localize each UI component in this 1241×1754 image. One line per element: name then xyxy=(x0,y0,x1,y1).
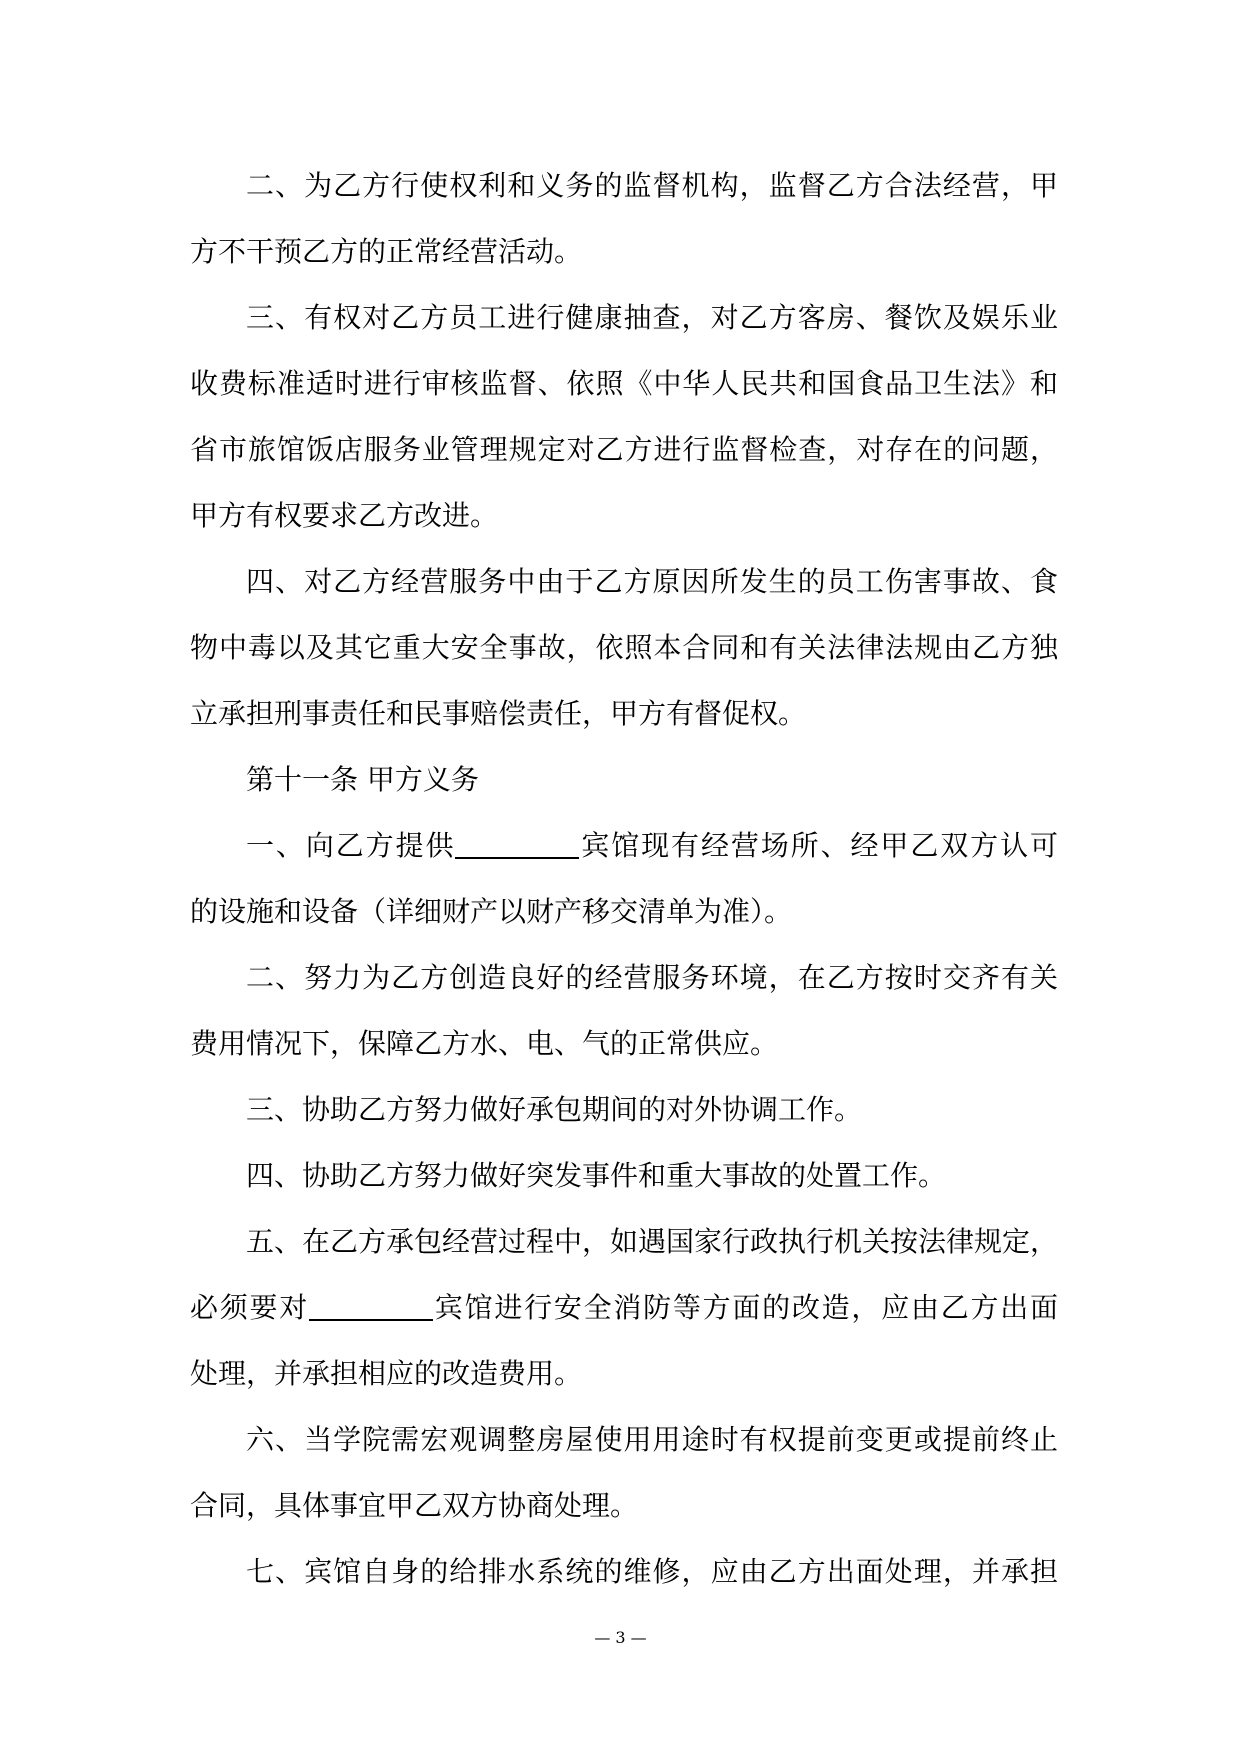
obligation-5-line-3: 处理，并承担相应的改造费用。 xyxy=(190,1357,583,1390)
page-number: — 3 — xyxy=(594,1628,647,1647)
paragraph-3-line-3: 省市旅馆饭店服务业管理规定对乙方进行监督检查，对存在的问题， xyxy=(190,433,1058,466)
obligation-2-line-1: 二、努力为乙方创造良好的经营服务环境，在乙方按时交齐有关 xyxy=(246,961,1058,994)
obligation-7-line-1: 七、宾馆自身的给排水系统的维修，应由乙方出面处理，并承担 xyxy=(246,1555,1058,1588)
obligation-1-text-after-blank: 宾馆现有经营场所、经甲乙双方认可 xyxy=(579,829,1058,862)
obligation-1-text-before-blank: 一、向乙方提供 xyxy=(246,829,456,862)
article-11-heading: 第十一条 甲方义务 xyxy=(246,763,479,796)
obligation-4: 四、协助乙方努力做好突发事件和重大事故的处置工作。 xyxy=(246,1159,947,1192)
paragraph-2-line-2: 方不干预乙方的正常经营活动。 xyxy=(190,235,583,268)
obligation-6-line-2: 合同，具体事宜甲乙双方协商处理。 xyxy=(190,1489,639,1522)
obligation-1-line-1 xyxy=(190,813,1058,879)
paragraph-4-line-2: 物中毒以及其它重大安全事故，依照本合同和有关法律法规由乙方独 xyxy=(190,631,1058,664)
obligation-2-line-2: 费用情况下，保障乙方水、电、气的正常供应。 xyxy=(190,1027,779,1060)
obligation-5-text-before-blank: 必须要对 xyxy=(190,1291,310,1324)
obligation-5-line-2 xyxy=(190,1275,1058,1341)
fill-in-blank xyxy=(309,1289,433,1321)
obligation-6-line-1: 六、当学院需宏观调整房屋使用用途时有权提前变更或提前终止 xyxy=(246,1423,1058,1456)
fill-in-blank xyxy=(455,827,579,859)
paragraph-4-line-3: 立承担刑事责任和民事赔偿责任，甲方有督促权。 xyxy=(190,697,807,730)
obligation-5-line-1: 五、在乙方承包经营过程中，如遇国家行政执行机关按法律规定， xyxy=(246,1225,1058,1258)
obligation-5-text-after-blank: 宾馆进行安全消防等方面的改造，应由乙方出面 xyxy=(433,1291,1058,1324)
document-body xyxy=(190,153,1058,1605)
obligation-3: 三、协助乙方努力做好承包期间的对外协调工作。 xyxy=(246,1093,863,1126)
obligation-1-line-2: 的设施和设备（详细财产以财产移交清单为准）。 xyxy=(190,895,793,928)
paragraph-3-line-2: 收费标准适时进行审核监督、依照《中华人民共和国食品卫生法》和 xyxy=(190,367,1058,400)
paragraph-3-line-4: 甲方有权要求乙方改进。 xyxy=(190,499,499,532)
paragraph-2-line-1: 二、为乙方行使权利和义务的监督机构，监督乙方合法经营，甲 xyxy=(246,169,1058,202)
paragraph-3-line-1: 三、有权对乙方员工进行健康抽查，对乙方客房、餐饮及娱乐业 xyxy=(246,301,1058,334)
paragraph-4-line-1: 四、对乙方经营服务中由于乙方原因所发生的员工伤害事故、食 xyxy=(246,565,1058,598)
